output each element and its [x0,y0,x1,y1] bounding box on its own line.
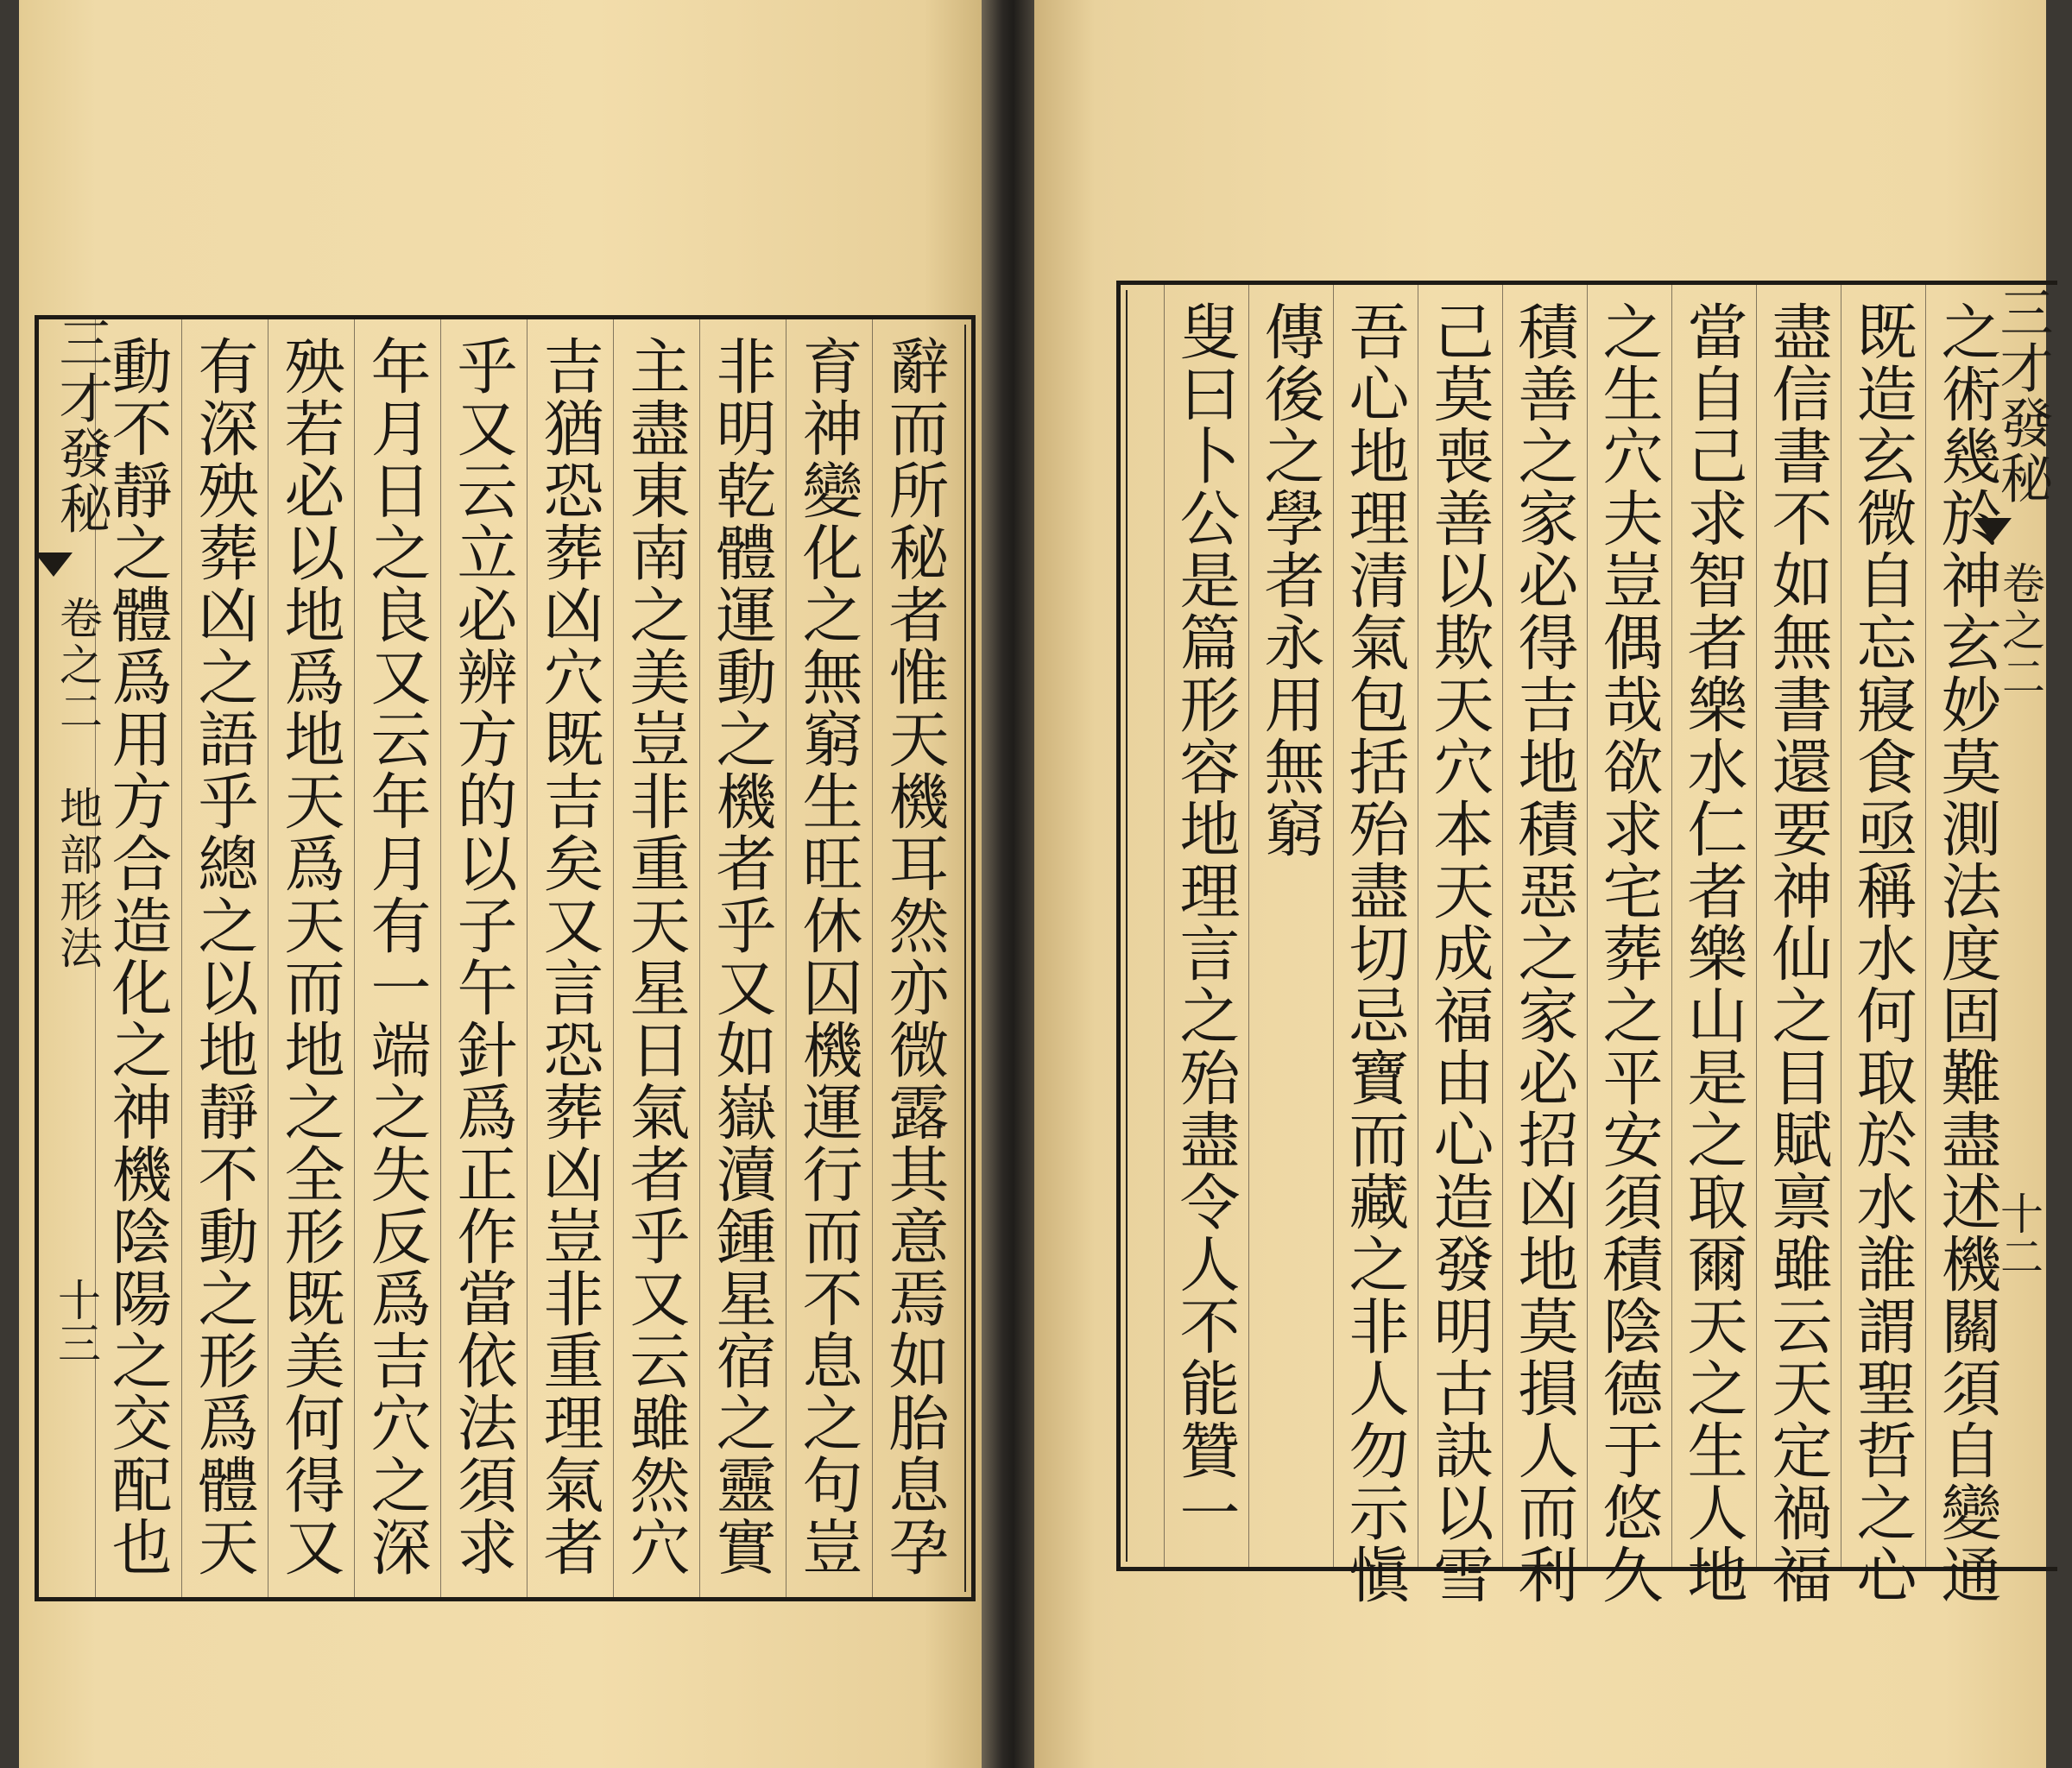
left-strip-section: 地部形法 [53,786,103,972]
column-rule [1587,285,1588,1567]
column-rule [1671,285,1672,1567]
left-strip-volume: 卷之二 [53,596,103,736]
right-print-frame [1116,281,2057,1606]
right-page [1034,0,2054,1768]
right-strip-folio: 十二 [1993,1191,2044,1278]
text-column: 積善之家必得吉地積惡之家必招凶地莫損人而利 [1508,300,1579,1606]
text-column: 己莫喪善以欺天穴本天成福由心造發明古訣以雪 [1424,300,1494,1606]
text-column: 殃若必以地爲地天爲天而地之全形既美何得又 [275,335,345,1578]
left-strip-fishtail [35,552,73,577]
text-column: 吾心地理清氣包括殆盡切忌寶而藏之非人勿示愼 [1339,300,1410,1606]
text-column: 之術幾於神玄妙莫測法度固難盡述機關須自變通 [1931,300,2002,1606]
left-frame-inner-line [964,325,966,1592]
text-column: 育神變化之無窮生旺休囚機運行而不息之句豈 [793,335,863,1578]
column-rule [1756,285,1757,1567]
text-column: 叟曰卜公是篇形容地理言之殆盡令人不能贊一 [1170,300,1241,1544]
text-column: 吉猶恐葬凶穴既吉矣又言恐葬凶豈非重理氣者 [534,335,604,1578]
book-gutter [982,0,1034,1768]
left-strip-title: 三才發秘 [50,315,113,536]
text-column: 之生穴夫豈偶哉欲求宅葬之平安須積陰德于悠久 [1593,300,1664,1606]
right-frame-inner-line [1126,290,1128,1562]
text-column: 當自己求智者樂水仁者樂山是之取爾天之生人地 [1677,300,1748,1606]
column-rule [354,319,355,1597]
text-column: 有深殃葬凶之語乎總之以地靜不動之形爲體天 [188,335,259,1578]
text-column: 乎又云立必辨方的以子午針爲正作當依法須求 [447,335,518,1578]
column-rule [1502,285,1503,1567]
right-strip-title: 三才發秘 [1991,285,2054,506]
column-rule [872,319,873,1597]
text-column: 主盡東南之美豈非重天星日氣者乎又云雖然穴 [620,335,691,1578]
left-page [19,0,982,1768]
right-strip-volume: 卷之二 [1995,561,2045,701]
text-column: 年月日之良又云年月有一端之失反爲吉穴之深 [361,335,432,1578]
right-strip-fishtail [1974,518,2012,542]
text-column: 既造玄微自忘寢食亟稱水何取於水誰謂聖哲之心 [1847,300,1917,1606]
text-column: 盡信書不如無書還要神仙之目賦禀雖云天定禍福 [1762,300,1833,1606]
text-column: 辭而所秘者惟天機耳然亦微露其意焉如胎息孕 [879,335,950,1578]
left-strip-folio: 十三 [51,1278,101,1364]
column-rule [1333,285,1334,1567]
column-rule [181,319,182,1597]
column-rule [1164,285,1165,1567]
text-column: 動不靜之體爲用方合造化之神機陰陽之交配也 [102,335,173,1578]
text-column: 非明乾體運動之機者乎又如嶽瀆鍾星宿之靈實 [706,335,777,1578]
column-rule [440,319,441,1597]
column-rule [613,319,614,1597]
column-rule [699,319,700,1597]
left-print-frame [35,315,976,1601]
text-column: 傳後之學者永用無窮 [1254,300,1325,860]
column-rule [1248,285,1249,1567]
column-rule [1925,285,1926,1567]
